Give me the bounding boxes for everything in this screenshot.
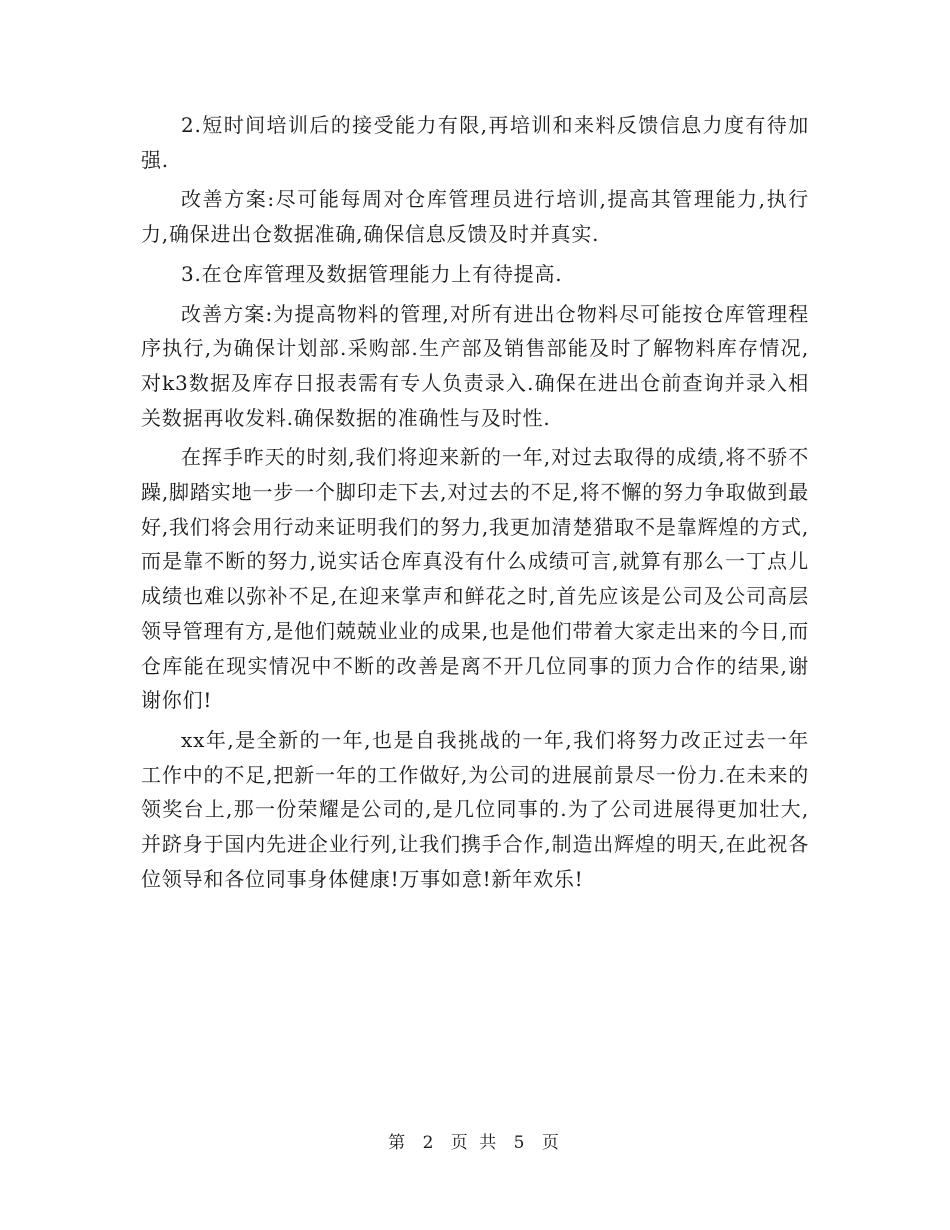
- total-pages-number: 5: [513, 1133, 528, 1153]
- footer-middle: 页 共: [450, 1133, 500, 1153]
- current-page-number: 2: [422, 1133, 437, 1153]
- footer-suffix: 页: [541, 1133, 562, 1153]
- paragraph-item-3: 3.在仓库管理及数据管理能力上有待提高.: [181, 261, 563, 286]
- improvement-plan-paragraph-1: 改善方案:尽可能每周对仓库管理员进行培训,提高其管理能力,执行力,确保进出仓数据准确,确保信息反馈及时并真实.: [141, 187, 809, 247]
- improvement-plan-paragraph-2: 改善方案:为提高物料的管理,对所有进出仓物料尽可能按仓库管理程序执行,为确保计划部.采购部.生产部及销售部能及时了解物料库存情况,对k3数据及库存日报表需有专人负责录入.确保在进出仓前查询并录入相关数据再收发料.确保数据的准确性与及时性.: [141, 301, 809, 430]
- reflection-paragraph: 在挥手昨天的时刻,我们将迎来新的一年,对过去取得的成绩,将不骄不躁,脚踏实地一步一个脚印走下去,对过去的不足,将不懈的努力争取做到最好,我们将会用行动来证明我们的努力,我更加清楚猎取不是靠辉煌的方式,而是靠不断的努力,说实话仓库真没有什么成绩可言,就算有那么一丁点儿成绩也难以弥补不足,在迎来掌声和鲜花之时,首先应该是公司及公司高层领导管理有方,是他们兢兢业业的成果,也是他们带着大家走出来的今日,而仓库能在现实情况中不断的改善是离不开几位同事的顶力合作的结果,谢谢你们!: [141, 445, 809, 713]
- closing-paragraph: xx年,是全新的一年,也是自我挑战的一年,我们将努力改正过去一年工作中的不足,把新一年的工作做好,为公司的进展前景尽一份力.在未来的领奖台上,那一份荣耀是公司的,是几位同事的.为了公司进展得更加壮大,并跻身于国内先进企业行列,让我们携手合作,制造出辉煌的明天,在此祝各位领导和各位同事身体健康!万事如意!新年欢乐!: [141, 727, 809, 891]
- footer-prefix: 第: [388, 1133, 409, 1153]
- paragraph-item-2: 2.短时间培训后的接受能力有限,再培训和来料反馈信息力度有待加强.: [141, 113, 809, 172]
- page-footer: [0, 1128, 950, 1153]
- document-body: [141, 108, 809, 901]
